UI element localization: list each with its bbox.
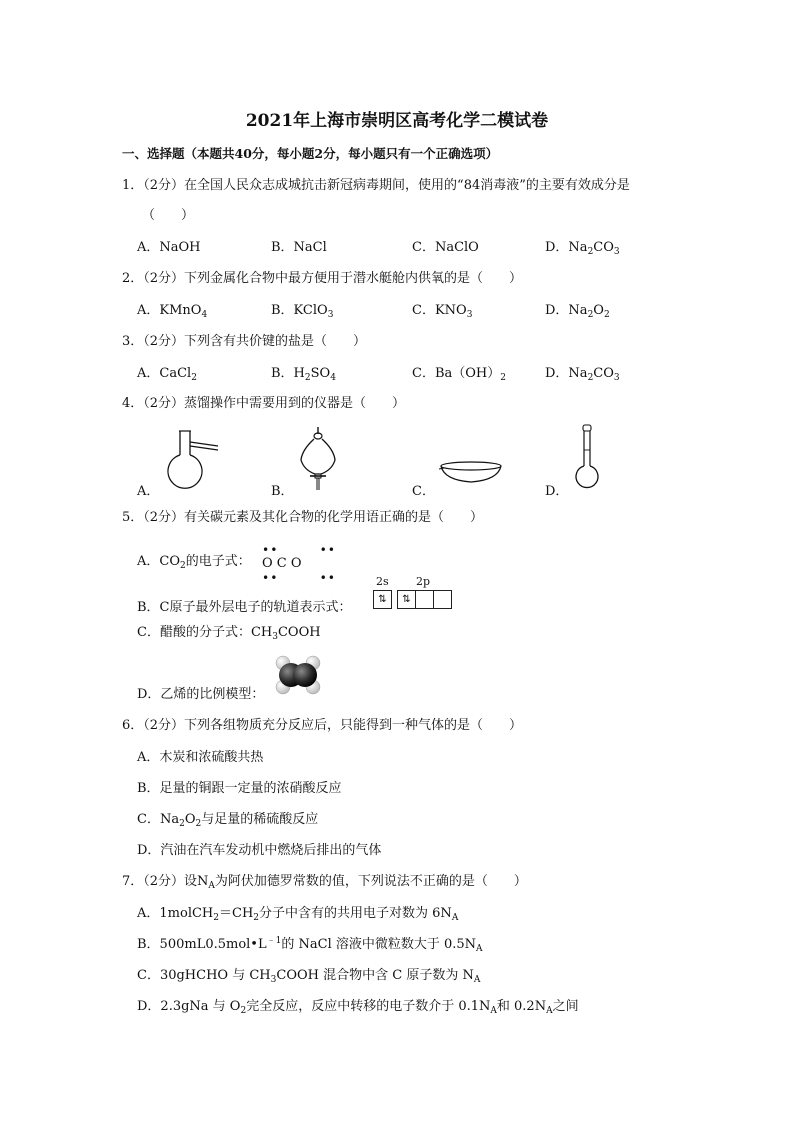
q3-option-c: C．$Ba(OH)_2$ xyxy=(412,366,506,383)
q4-option-b: B． xyxy=(271,484,294,499)
q7-stem: 7．（2分）设$N_A$为阿伏加德罗常数的值，下列说法不正确的是（ ） xyxy=(122,874,527,891)
q2-option-b: B．KClO$_3$ xyxy=(271,303,334,320)
q4-stem: 4．（2分）蒸馏操作中需要用到的仪器是（ ） xyxy=(122,396,406,411)
q7-option-a: A．$1molCH_2=CH_2$分子中含有的共用电子对数为 $6N_A$ xyxy=(137,906,459,923)
q1-bracket: （ ） xyxy=(142,208,195,223)
q6-option-d: D．汽油在汽车发动机中燃烧后排出的气体 xyxy=(137,843,382,858)
q5-option-c: C．醋酸的分子式：$CH_3COOH$ xyxy=(137,625,321,642)
q6-option-c: C．$Na_2O_2$与足量的稀硫酸反应 xyxy=(137,812,319,829)
co2-electron-formula: •• •• O C O •• •• xyxy=(262,543,337,585)
q6-option-b: B．足量的铜跟一定量的浓硝酸反应 xyxy=(137,781,342,796)
orbital-label-2p: 2p xyxy=(416,575,431,588)
volumetric-flask-icon xyxy=(572,424,602,492)
q3-option-b: B．$H_2SO_4$ xyxy=(271,366,336,383)
q3-stem: 3．（2分）下列含有共价键的盐是（ ） xyxy=(122,334,367,349)
separatory-funnel-icon xyxy=(296,426,340,496)
q6-stem: 6．（2分）下列各组物质充分反应后，只能得到一种气体的是（ ） xyxy=(122,718,523,733)
q1-option-b: B．NaCl xyxy=(271,240,327,255)
ethylene-model-icon xyxy=(275,655,321,695)
orbital-label-2s: 2s xyxy=(376,575,389,588)
q7-option-b: B．$500mL0.5mol•L^{﹣1}$的 NaCl 溶液中微粒数大于 $0.5N_A$ xyxy=(137,936,483,954)
q2-option-a: A．KMnO$_4$ xyxy=(137,303,208,320)
orbital-box-2s: ⇅ xyxy=(373,590,392,609)
q7-option-c: C．30gHCHO 与 $CH_3COOH$ 混合物中含 C 原子数为 $N_A$ xyxy=(137,968,481,985)
q5-option-a: A．$CO_2$的电子式： xyxy=(137,554,251,571)
q4-option-c: C． xyxy=(412,484,435,499)
q5-option-d: D．乙烯的比例模型： xyxy=(137,687,265,702)
evaporating-dish-icon xyxy=(438,460,504,486)
q1-option-c: C．NaClO xyxy=(412,240,479,255)
q3-option-d: D．$Na_2CO_3$ xyxy=(545,366,620,383)
distillation-flask-icon xyxy=(160,428,220,496)
page-title: 2021年上海市崇明区高考化学二模试卷 xyxy=(245,111,549,131)
q4-option-d: D． xyxy=(545,484,569,499)
q4-option-a: A． xyxy=(137,484,160,499)
section-heading: 一、选择题（本题共40分，每小题2分，每小题只有一个正确选项） xyxy=(122,146,499,161)
q2-option-d: D．$Na_2O_2$ xyxy=(545,303,610,320)
q3-option-a: A．CaCl$_2$ xyxy=(137,366,197,383)
q5-stem: 5．（2分）有关碳元素及其化合物的化学用语正确的是（ ） xyxy=(122,510,484,525)
q7-option-d: D．2.3gNa 与 $O_2$完全反应，反应中转移的电子数介于 $0.1N_A$和 $0.2N_A$之间 xyxy=(137,999,579,1016)
q2-stem: 2．（2分）下列金属化合物中最方便用于潜水艇舱内供氧的是（ ） xyxy=(122,271,523,286)
q1-stem: 1．（2分）在全国人民众志成城抗击新冠病毒期间，使用的“84消毒液”的主要有效成分是 xyxy=(122,178,630,193)
orbital-box-2p: ⇅ xyxy=(397,590,452,609)
q6-option-a: A．木炭和浓硫酸共热 xyxy=(137,750,264,765)
q1-option-a: A．NaOH xyxy=(137,240,201,255)
q1-option-d: D．$Na_2CO_3$ xyxy=(545,240,620,257)
q5-option-b: B．C原子最外层电子的轨道表示式： xyxy=(137,600,352,615)
q2-option-c: C．$KNO_3$ xyxy=(412,303,473,320)
